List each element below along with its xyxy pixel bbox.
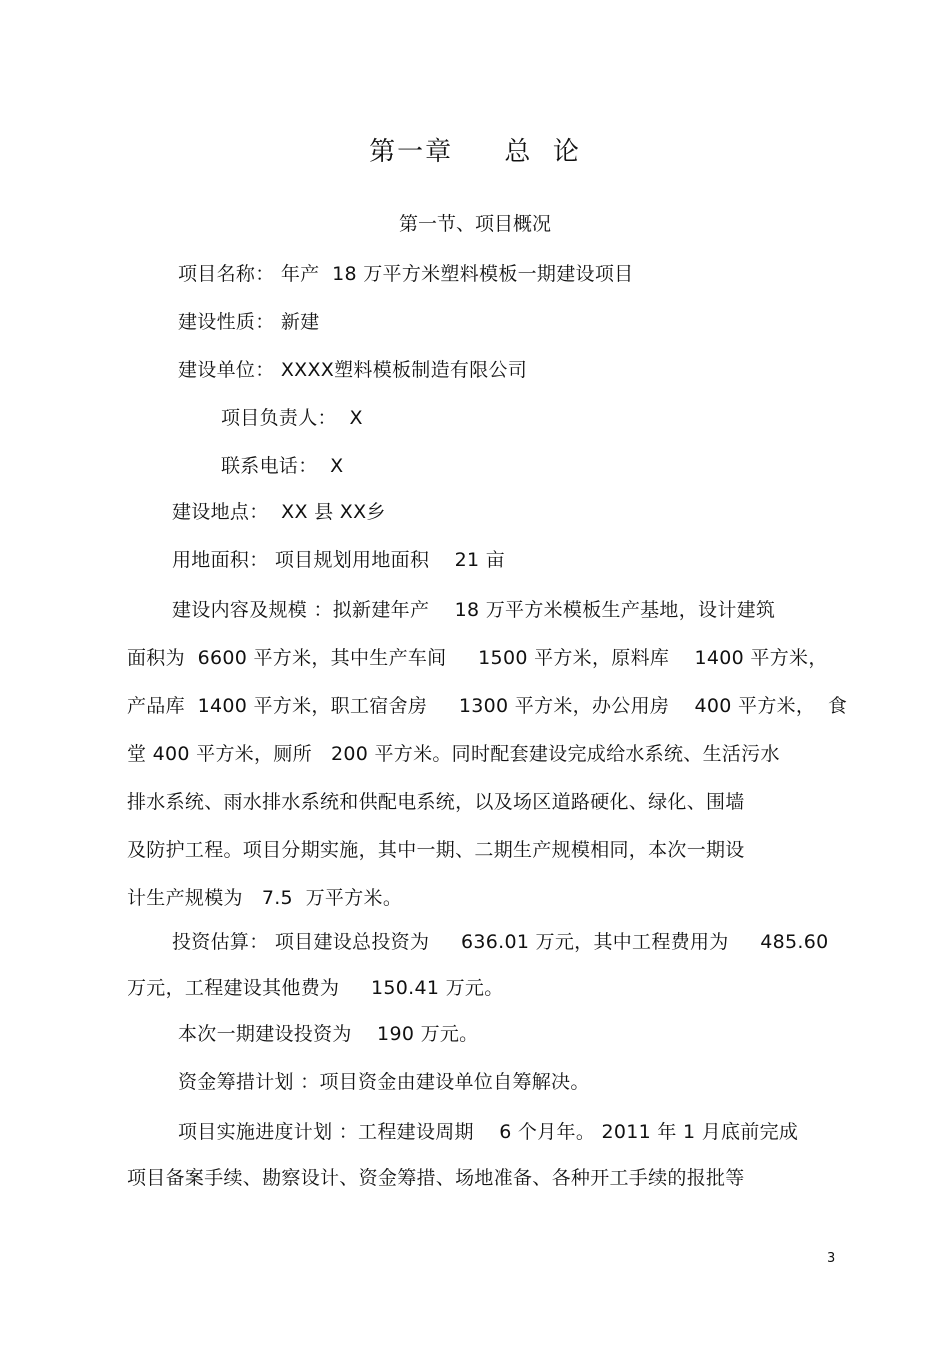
schedule-line: 项目备案手续、勘察设计、资金筹措、场地准备、各种开工手续的报批等 <box>127 1167 745 1189</box>
chapter-title: 第一章 总 论 <box>369 137 581 167</box>
content-scale-line: 计生产规模为 7.5 万平方米。 <box>127 887 403 909</box>
content-scale-line: 排水系统、雨水排水系统和供配电系统，以及场区道路硬化、绿化、围墙 <box>127 791 745 813</box>
content-scale-line: 堂 400 平方米，厕所 200 平方米。同时配套建设完成给水系统、生活污水 <box>127 743 780 765</box>
construction-nature-field: 建设性质： 新建 <box>178 311 320 333</box>
construction-location-field: 建设地点： XX 县 XX乡 <box>172 501 386 523</box>
section-title: 第一节、项目概况 <box>398 213 551 235</box>
content-scale-line: 产品库 1400 平方米，职工宿舍房 1300 平方米，办公用房 400 平方米， 食 <box>127 695 848 717</box>
phase-one-investment: 本次一期建设投资为 190 万元。 <box>178 1023 479 1045</box>
project-name-field: 项目名称： 年产 18 万平方米塑料模板一期建设项目 <box>178 263 634 285</box>
construction-unit-field: 建设单位： XXXX塑料模板制造有限公司 <box>178 359 528 381</box>
land-area-field: 用地面积： 项目规划用地面积 21 亩 <box>172 549 506 571</box>
contact-phone-field: 联系电话： X <box>221 455 344 477</box>
funding-plan: 资金筹措计划 ：项目资金由建设单位自筹解决。 <box>178 1071 590 1093</box>
content-scale-line: 面积为 6600 平方米，其中生产车间 1500 平方米，原料库 1400 平方米， <box>127 647 828 669</box>
investment-line: 投资估算： 项目建设总投资为 636.01 万元，其中工程费用为 485.60 <box>172 931 829 953</box>
content-scale-line: 及防护工程。项目分期实施，其中一期、二期生产规模相同，本次一期设 <box>127 839 745 861</box>
project-leader-field: 项目负责人： X <box>221 407 363 429</box>
content-scale-line: 建设内容及规模 ：拟新建年产 18 万平方米模板生产基地，设计建筑 <box>172 599 776 621</box>
schedule-line: 项目实施进度计划 ：工程建设周期 6 个月年。 2011 年 1 月底前完成 <box>178 1121 799 1143</box>
investment-line: 万元，工程建设其他费为 150.41 万元。 <box>127 977 504 999</box>
page-number: 3 <box>827 1251 836 1266</box>
